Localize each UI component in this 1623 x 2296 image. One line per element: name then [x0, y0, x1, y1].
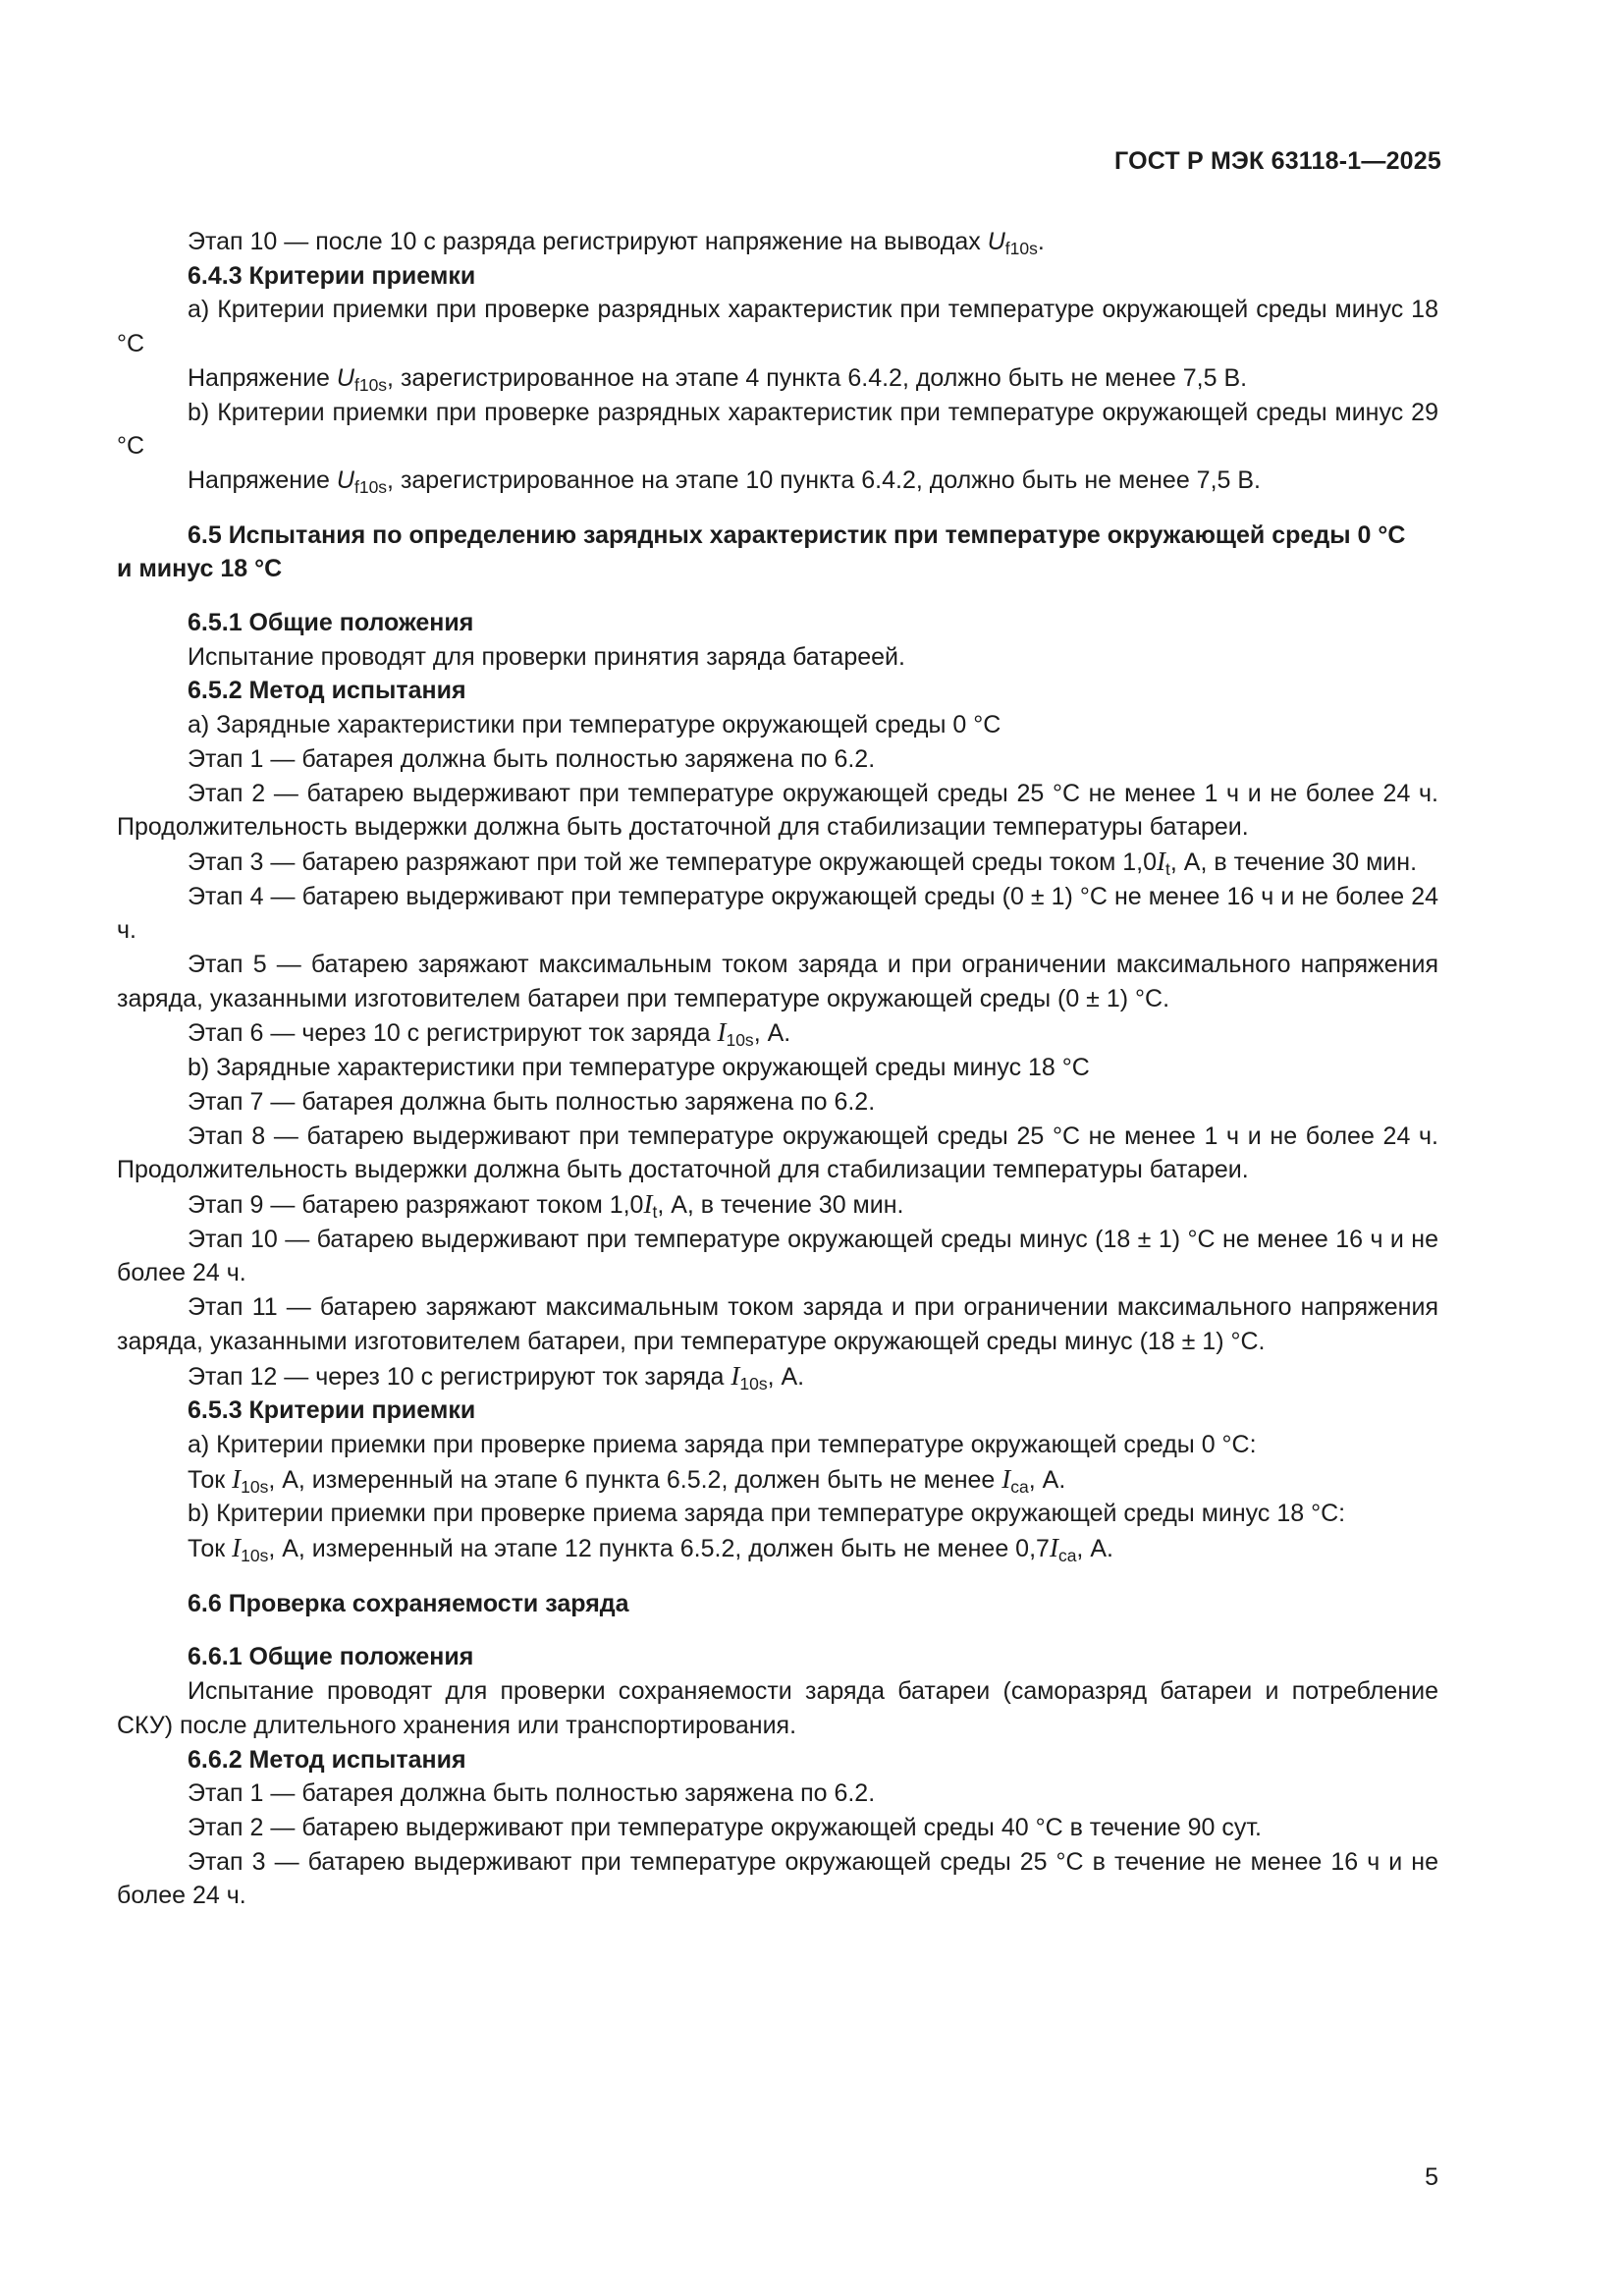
- symbol: I: [1049, 1533, 1058, 1563]
- text: , А, измеренный на этапе 12 пункта 6.5.2, должен быть не менее 0,7: [268, 1535, 1050, 1563]
- symbol: I: [1157, 846, 1166, 876]
- text: .: [1037, 228, 1045, 255]
- page-number: 5: [1425, 2163, 1438, 2191]
- subscript: f10s: [353, 476, 388, 497]
- text: , А, измеренный на этапе 6 пункта 6.5.2, должен быть не менее: [268, 1465, 1002, 1494]
- paragraph: Испытание проводят для проверки принятия заряда батареей.: [188, 642, 905, 671]
- subsection-heading: 6.6.2 Метод испытания: [188, 1745, 466, 1774]
- subscript: f10s: [353, 374, 388, 395]
- symbol: U: [336, 465, 354, 494]
- paragraph: [117, 1359, 1438, 1394]
- paragraph: Этап 7 — батарея должна быть полностью заряжена по 6.2.: [188, 1087, 876, 1116]
- text: Напряжение: [188, 465, 337, 494]
- paragraph: Этап 4 — батарею выдерживают при температуре окружающей среды (0 ± 1) °С не менее 16 ч и не более 24 ч.: [117, 882, 1438, 945]
- subscript: 10s: [726, 1030, 754, 1051]
- paragraph: [117, 1187, 1438, 1223]
- subsection-heading: 6.5.1 Общие положения: [188, 609, 474, 637]
- text: , А.: [1028, 1465, 1066, 1494]
- paragraph: а) Критерии приемки при проверке приема заряда при температуре окружающей среды 0 °С:: [188, 1430, 1257, 1458]
- subsection-heading: 6.5.2 Метод испытания: [188, 677, 466, 705]
- paragraph: Этап 10 — батарею выдерживают при температуре окружающей среды минус (18 ± 1) °С не менее 16 ч и не более 24 ч.: [117, 1225, 1438, 1287]
- paragraph: [117, 845, 1438, 880]
- section-heading: 6.6 Проверка сохраняемости заряда: [188, 1589, 629, 1617]
- text: Этап 12 — через 10 с регистрируют ток заряда: [188, 1362, 731, 1391]
- paragraph: Этап 8 — батарею выдерживают при температуре окружающей среды 25 °С не менее 1 ч и не более 24 ч. Продолжительность выдержки должна быть достаточной для стабилизации температуры батареи.: [117, 1121, 1438, 1184]
- paragraph: а) Критерии приемки при проверке разрядных характеристик при температуре окружающей среды минус 18 °С: [117, 296, 1438, 358]
- text: , А.: [1076, 1535, 1113, 1563]
- text: Ток: [188, 1535, 233, 1563]
- text: , зарегистрированное на этапе 10 пункта 6.4.2, должно быть не менее 7,5 В.: [387, 465, 1261, 494]
- paragraph: [117, 464, 1438, 498]
- text: Напряжение: [188, 363, 337, 392]
- symbol: I: [1001, 1463, 1011, 1494]
- paragraph: Этап 5 — батарею заряжают максимальным током заряда и при ограничении максимального напряжения заряда, указанными изготовителем батареи при температуре окружающей среды (0 ± 1) °С.: [117, 951, 1438, 1012]
- paragraph: b) Критерии приемки при проверке разрядных характеристик при температуре окружающей среды минус 29 °С: [117, 398, 1438, 461]
- text: , зарегистрированное на этапе 4 пункта 6.4.2, должно быть не менее 7,5 В.: [387, 363, 1248, 392]
- section-heading: 6.5 Испытания по определению зарядных характеристик при температуре окружающей среды 0 °С и минус 18 °С: [117, 520, 1406, 583]
- subsection-heading: 6.5.3 Критерии приемки: [188, 1396, 476, 1425]
- paragraph: Этап 2 — батарею выдерживают при температуре окружающей среды 25 °С не менее 1 ч и не более 24 ч. Продолжительность выдержки должна быть достаточной для стабилизации температуры батареи.: [117, 779, 1438, 842]
- text: Ток: [188, 1465, 233, 1494]
- paragraph: Испытание проводят для проверки сохраняемости заряда батареи (саморазряд батареи и потребление СКУ) после длительного хранения или транспортирования.: [117, 1677, 1438, 1739]
- symbol: I: [643, 1188, 653, 1219]
- text: , А, в течение 30 мин.: [657, 1190, 904, 1219]
- subscript: 10s: [241, 1546, 269, 1566]
- symbol: I: [717, 1017, 727, 1048]
- paragraph: Этап 3 — батарею выдерживают при температуре окружающей среды 25 °С в течение не менее 16 ч и не более 24 ч.: [117, 1847, 1438, 1910]
- paragraph: Этап 11 — батарею заряжают максимальным током заряда и при ограничении максимального напряжения заряда, указанными изготовителем батареи, при температуре окружающей среды минус (18 ± 1) °С.: [117, 1293, 1438, 1355]
- paragraph: Этап 1 — батарея должна быть полностью заряжена по 6.2.: [188, 744, 876, 773]
- paragraph: [117, 1531, 1438, 1566]
- paragraph: b) Критерии приемки при проверке приема заряда при температуре окружающей среды минус 18 °С:: [188, 1500, 1346, 1528]
- subscript: ca: [1010, 1476, 1029, 1497]
- text: , А, в течение 30 мин.: [1169, 847, 1418, 876]
- subscript: 10s: [739, 1373, 768, 1394]
- symbol: I: [232, 1533, 242, 1563]
- paragraph: [117, 361, 1438, 396]
- symbol: U: [336, 363, 354, 392]
- paragraph: [117, 225, 1438, 259]
- paragraph: а) Зарядные характеристики при температуре окружающей среды 0 °С: [188, 711, 1001, 739]
- paragraph: Этап 2 — батарею выдерживают при температуре окружающей среды 40 °С в течение 90 сут.: [188, 1813, 1262, 1841]
- symbol: I: [730, 1360, 740, 1391]
- subsection-heading: 6.6.1 Общие положения: [188, 1643, 474, 1671]
- page-body: [117, 225, 1438, 1913]
- subscript: f10s: [1004, 239, 1038, 258]
- subsection-heading: 6.4.3 Критерии приемки: [188, 261, 476, 290]
- paragraph: [117, 1015, 1438, 1051]
- text: Этап 9 — батарею разряжают током 1,0: [188, 1190, 644, 1219]
- subscript: ca: [1057, 1546, 1077, 1566]
- paragraph: [117, 1462, 1438, 1498]
- text: Этап 10 — после 10 с разряда регистрируют напряжение на выводах: [188, 228, 988, 255]
- subscript: t: [1165, 858, 1170, 879]
- text: Этап 6 — через 10 с регистрируют ток заряда: [188, 1019, 718, 1048]
- symbol: U: [987, 228, 1005, 255]
- text: , А.: [753, 1019, 791, 1048]
- subscript: t: [652, 1201, 658, 1222]
- text: Этап 3 — батарею разряжают при той же температуре окружающей среды током 1,0: [188, 847, 1158, 876]
- subscript: 10s: [241, 1476, 269, 1497]
- paragraph: b) Зарядные характеристики при температуре окружающей среды минус 18 °С: [188, 1054, 1090, 1082]
- text: , А.: [767, 1362, 805, 1391]
- paragraph: Этап 1 — батарея должна быть полностью заряжена по 6.2.: [188, 1779, 876, 1808]
- document-designation: ГОСТ Р МЭК 63118-1—2025: [1114, 147, 1441, 175]
- symbol: I: [232, 1463, 242, 1494]
